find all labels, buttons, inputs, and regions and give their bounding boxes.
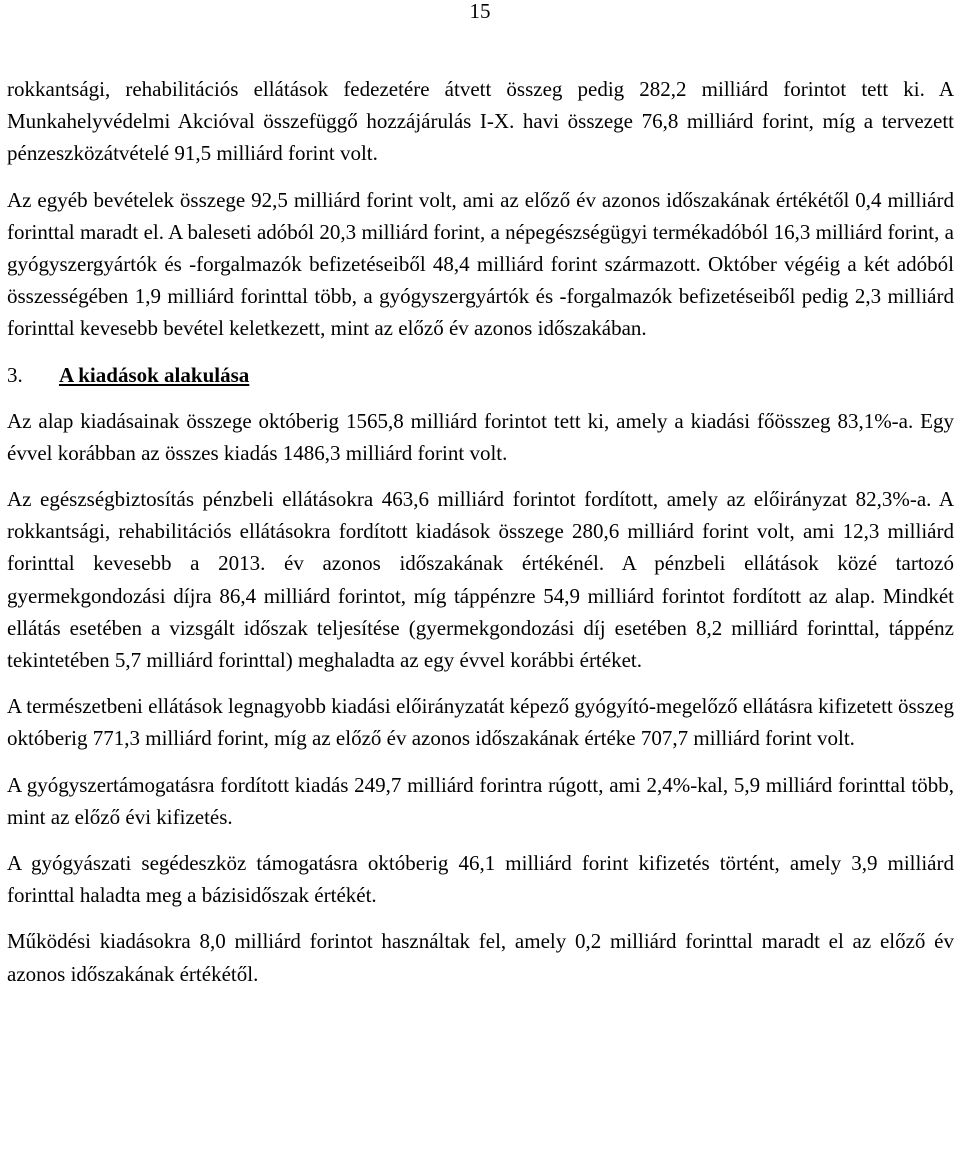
paragraph-operating-costs: Működési kiadásokra 8,0 milliárd forintot használtak fel, amely 0,2 milliárd forinttal maradt el az előző év azonos időszakának értékétől.: [7, 929, 954, 986]
page-number: 15: [469, 0, 491, 23]
paragraph-medical-aids: A gyógyászati segédeszköz támogatásra októberig 46,1 milliárd forint kifizetés történt, amely 3,9 milliárd forinttal haladta meg a bázisidőszak értékét.: [7, 851, 954, 908]
section-heading: [7, 359, 954, 391]
paragraph-in-kind-benefits: A természetbeni ellátások legnagyobb kiadási előirányzatát képező gyógyító-megelőző ellátásra kifizetett összeg októberig 771,3 milliárd forint, míg az előző év azonos időszakának értéke 707,7 milliárd forint volt.: [7, 694, 954, 751]
page-content: [7, 73, 954, 1004]
paragraph-other-revenues: Az egyéb bevételek összege 92,5 milliárd forint volt, ami az előző év azonos időszakának értékétől 0,4 milliárd forinttal maradt el. A baleseti adóból 20,3 milliárd forint, a népegészségügyi termékadóból 16,3 milliárd forint, a gyógyszergyártók és -forgalmazók befizetéseiből 48,4 milliárd forint származott. Október végéig a két adóból összességében 1,9 milliárd forinttal több, a gyógyszergyártók és -forgalmazók befizetéseiből pedig 2,3 milliárd forinttal kevesebb bevétel keletkezett, mint az előző év azonos időszakában.: [7, 187, 954, 341]
section-title: A kiadások alakulása: [59, 362, 250, 387]
section-number: 3.: [7, 362, 23, 387]
paragraph-cash-benefits: Az egészségbiztosítás pénzbeli ellátásokra 463,6 milliárd forintot fordított, amely az előirányzat 82,3%-a. A rokkantsági, rehabilitációs ellátásokra fordított kiadások összege 280,6 milliárd forint volt, ami 12,3 milliárd forinttal kevesebb a 2013. év azonos időszakának értékénél. A pénzbeli ellátások közé tartozó gyermekgondozási díjra 86,4 milliárd forintot, míg táppénzre 54,9 milliárd forintot fordított az alap. Mindkét ellátás esetében a vizsgált időszak teljesítése (gyermekgondozási díj esetében 8,2 milliárd forinttal, táppénz tekintetében 5,7 milliárd forinttal) meghaladta az egy évvel korábbi értéket.: [7, 487, 954, 673]
paragraph-drug-subsidy: A gyógyszertámogatásra fordított kiadás 249,7 milliárd forintra rúgott, ami 2,4%-kal, 5,9 milliárd forinttal több, mint az előző évi kifizetés.: [7, 772, 954, 829]
paragraph-total-expenditure: Az alap kiadásainak összege októberig 1565,8 milliárd forintot tett ki, amely a kiadási főösszeg 83,1%-a. Egy évvel korábban az összes kiadás 1486,3 milliárd forint volt.: [7, 408, 954, 465]
paragraph-ability-allowances: rokkantsági, rehabilitációs ellátások fedezetére átvett összeg pedig 282,2 milliárd forintot tett ki. A Munkahelyvédelmi Akcióval összefüggő hozzájárulás I-X. havi összege 76,8 milliárd forint, míg a tervezett pénzeszközátvételé 91,5 milliárd forint volt.: [7, 77, 954, 166]
